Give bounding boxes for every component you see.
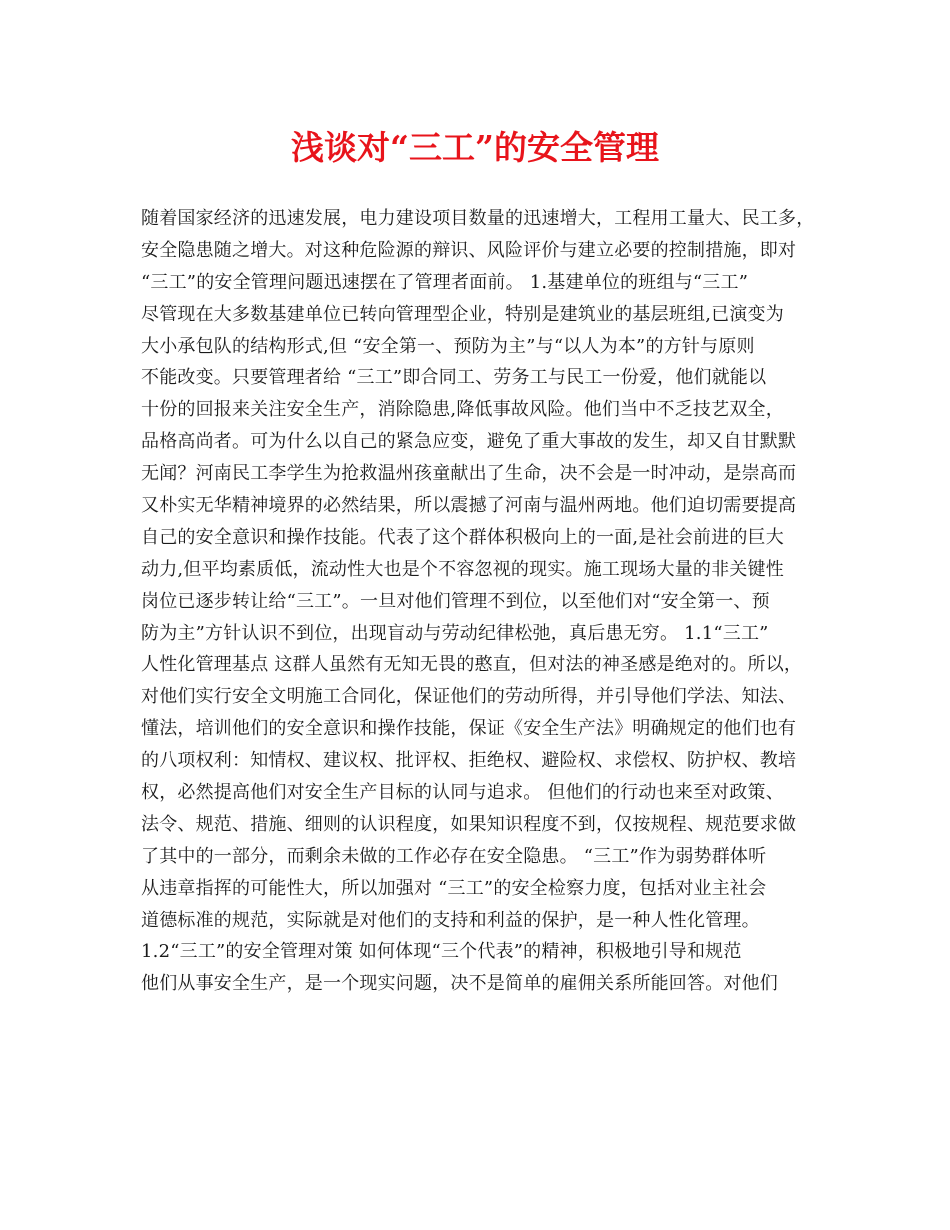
body-line: 随着国家经济的迅速发展，电力建设项目数量的迅速增大，工程用工量大、民工多，	[141, 208, 815, 229]
body-line: 品格高尚者。可为什么以自己的紧急应变，避免了重大事故的发生，却又自甘默默	[141, 431, 797, 453]
body-line: 防为主”方针认识不到位，出现盲动与劳动纪律松弛，真后患无穷。 1.1“三工”	[141, 622, 769, 644]
body-line: 的八项权利：知情权、建议权、批评权、拒绝权、避险权、求偿权、防护权、教培	[141, 750, 797, 772]
body-line: 安全隐患随之增大。对这种危险源的辩识、风险评价与建立必要的控制措施，即对	[141, 239, 797, 261]
body-line: “三工”的安全管理问题迅速摆在了管理者面前。 1.基建单位的班组与“三工”	[141, 271, 749, 293]
body-line: 动力,但平均素质低，流动性大也是个不容忽视的现实。施工现场大量的非关键性	[141, 558, 784, 580]
document-body	[141, 203, 831, 1000]
body-line: 道德标准的规范，实际就是对他们的支持和利益的保护，是一种人性化管理。	[141, 909, 760, 931]
body-line: 从违章指挥的可能性大，所以加强对 “三工”的安全检察力度，包括对业主社会	[141, 877, 767, 899]
body-line: 又朴实无华精神境界的必然结果，所以震撼了河南与温州两地。他们迫切需要提高	[141, 495, 797, 517]
body-line: 法令、规范、措施、细则的认识程度，如果知识程度不到，仅按规程、规范要求做	[141, 813, 797, 835]
body-line: 人性化管理基点 这群人虽然有无知无畏的憨直，但对法的神圣感是绝对的。所以，	[141, 654, 803, 676]
body-line: 大小承包队的结构形式,但 “安全第一、预防为主”与“以人为本”的方针与原则	[141, 335, 755, 357]
body-line: 岗位已逐步转让给“三工”。一旦对他们管理不到位，以至他们对“安全第一、预	[141, 590, 770, 612]
document-title: 浅谈对“三工”的安全管理	[291, 128, 659, 167]
body-line: 了其中的一部分，而剩余未做的工作必存在安全隐患。 “三工”作为弱势群体听	[141, 845, 767, 867]
body-line: 懂法，培训他们的安全意识和操作技能，保证《安全生产法》明确规定的他们也有	[141, 718, 797, 740]
body-line: 尽管现在大多数基建单位已转向管理型企业，特别是建筑业的基层班组,已演变为	[141, 303, 784, 325]
body-line: 不能改变。只要管理者给 “三工”即合同工、劳务工与民工一份爱，他们就能以	[141, 367, 767, 389]
body-line: 他们从事安全生产，是一个现实问题，决不是简单的雇佣关系所能回答。对他们	[141, 973, 778, 995]
body-line: 十份的回报来关注安全生产，消除隐患,降低事故风险。他们当中不乏技艺双全，	[141, 399, 784, 421]
body-line: 对他们实行安全文明施工合同化，保证他们的劳动所得，并引导他们学法、知法、	[141, 686, 797, 708]
body-line: 自己的安全意识和操作技能。代表了这个群体积极向上的一面,是社会前进的巨大	[141, 526, 784, 548]
body-line: 无闻？河南民工李学生为抢救温州孩童献出了生命，决不会是一时冲动，是崇高而	[141, 463, 797, 485]
body-line: 权，必然提高他们对安全生产目标的认同与追求。 但他们的行动也来至对政策、	[141, 782, 784, 804]
body-line: 1.2“三工”的安全管理对策 如何体现“三个代表”的精神，积极地引导和规范	[141, 941, 742, 963]
